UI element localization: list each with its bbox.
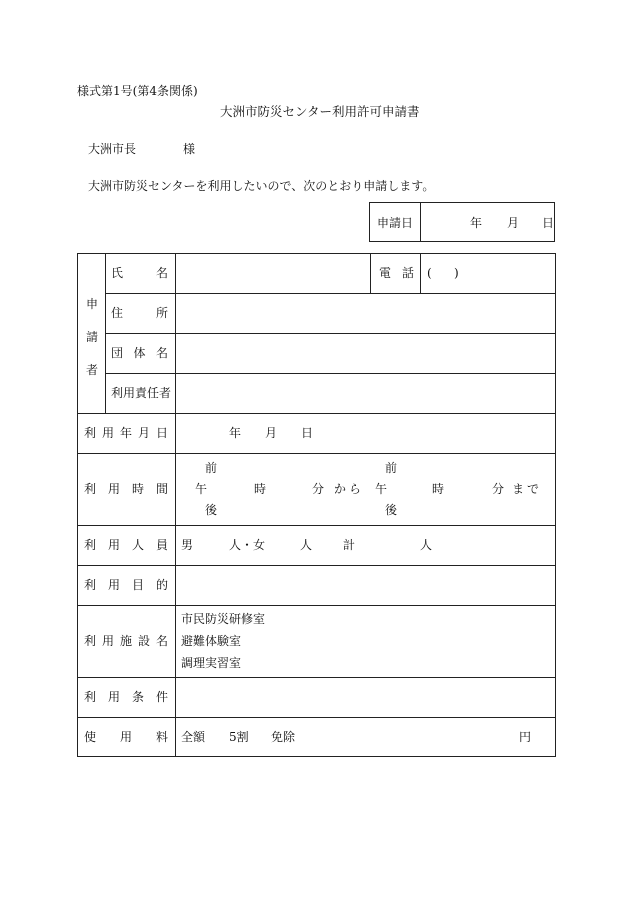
end-am-option[interactable]: 前 bbox=[385, 461, 398, 475]
fee-option-exempt[interactable]: 免除 bbox=[271, 730, 296, 744]
facility-option-training-room[interactable]: 市民防災研修室 bbox=[181, 612, 266, 626]
form-number: 様式第1号(第4条関係) bbox=[77, 84, 198, 98]
male-count-female-label[interactable]: 人・女 bbox=[229, 538, 266, 552]
female-count-unit[interactable]: 人 bbox=[300, 538, 313, 552]
phone-paren-close: ) bbox=[454, 266, 459, 280]
row-divider bbox=[78, 717, 556, 718]
usage-time-label: 利 用 時 間 bbox=[84, 482, 168, 496]
address-field[interactable] bbox=[176, 295, 555, 332]
start-am-option[interactable]: 前 bbox=[205, 461, 218, 475]
application-date-day[interactable]: 日 bbox=[542, 216, 555, 230]
applicant-group-label-1: 申 bbox=[86, 297, 99, 311]
honorific: 様 bbox=[183, 142, 196, 156]
row-divider bbox=[78, 605, 556, 606]
start-minute[interactable]: 分 bbox=[312, 482, 325, 496]
intro-text: 大洲市防災センターを利用したいので、次のとおり申請します。 bbox=[88, 179, 435, 193]
usage-date-label: 利 用 年 月 日 bbox=[84, 426, 168, 440]
application-date-month[interactable]: 月 bbox=[507, 216, 520, 230]
fee-option-half[interactable]: 5割 bbox=[229, 730, 249, 744]
purpose-label: 利 用 目 的 bbox=[84, 578, 168, 592]
row-divider bbox=[105, 333, 556, 334]
name-label: 氏 名 bbox=[111, 266, 168, 280]
usage-date-month[interactable]: 月 bbox=[265, 426, 278, 440]
row-divider bbox=[78, 453, 556, 454]
phone-label: 電 話 bbox=[379, 266, 414, 280]
fee-label: 使 用 料 bbox=[84, 730, 168, 744]
row-divider bbox=[105, 373, 556, 374]
column-divider bbox=[105, 254, 106, 413]
row-divider bbox=[78, 565, 556, 566]
organization-field[interactable] bbox=[176, 335, 555, 372]
column-divider bbox=[370, 254, 371, 293]
manager-label: 利用責任者 bbox=[111, 386, 172, 400]
application-date-label: 申請日 bbox=[370, 203, 421, 241]
usage-date-year[interactable]: 年 bbox=[229, 426, 242, 440]
phone-paren-open: ( bbox=[427, 266, 432, 280]
male-label: 男 bbox=[181, 538, 194, 552]
applicant-group-label-2: 請 bbox=[86, 330, 99, 344]
name-field[interactable] bbox=[176, 255, 369, 292]
form-title: 大洲市防災センター利用許可申請書 bbox=[220, 104, 420, 119]
end-pm-option[interactable]: 後 bbox=[385, 503, 398, 517]
people-count-label: 利 用 人 員 bbox=[84, 538, 168, 552]
application-date-year[interactable]: 年 bbox=[470, 216, 483, 230]
address-label: 住 所 bbox=[111, 306, 168, 320]
end-minute[interactable]: 分 bbox=[492, 482, 505, 496]
phone-field[interactable] bbox=[421, 255, 555, 292]
start-meridiem: 午 bbox=[195, 482, 208, 496]
usage-date-day[interactable]: 日 bbox=[301, 426, 314, 440]
manager-field[interactable] bbox=[176, 375, 555, 412]
total-count-unit[interactable]: 人 bbox=[420, 538, 433, 552]
start-pm-option[interactable]: 後 bbox=[205, 503, 218, 517]
facility-option-evacuation-room[interactable]: 避難体験室 bbox=[181, 634, 242, 648]
end-hour[interactable]: 時 bbox=[432, 482, 445, 496]
start-hour[interactable]: 時 bbox=[254, 482, 267, 496]
row-divider bbox=[78, 413, 556, 414]
addressee: 大洲市長 bbox=[88, 142, 137, 156]
organization-label: 団 体 名 bbox=[111, 346, 168, 360]
facility-label: 利 用 施 設 名 bbox=[84, 634, 168, 648]
fee-option-full[interactable]: 全額 bbox=[181, 730, 206, 744]
from-label: から bbox=[334, 482, 365, 496]
fee-yen-unit: 円 bbox=[519, 730, 532, 744]
purpose-field[interactable] bbox=[176, 567, 555, 604]
total-label: 計 bbox=[343, 538, 356, 552]
conditions-field[interactable] bbox=[176, 679, 555, 716]
application-date-box bbox=[369, 202, 555, 242]
to-label: まで bbox=[512, 482, 543, 496]
end-meridiem: 午 bbox=[375, 482, 388, 496]
applicant-group-label-3: 者 bbox=[86, 363, 99, 377]
conditions-label: 利 用 条 件 bbox=[84, 690, 168, 704]
row-divider bbox=[78, 677, 556, 678]
application-form-table bbox=[77, 253, 556, 757]
row-divider bbox=[78, 525, 556, 526]
row-divider bbox=[105, 293, 556, 294]
facility-option-cooking-room[interactable]: 調理実習室 bbox=[181, 656, 242, 670]
